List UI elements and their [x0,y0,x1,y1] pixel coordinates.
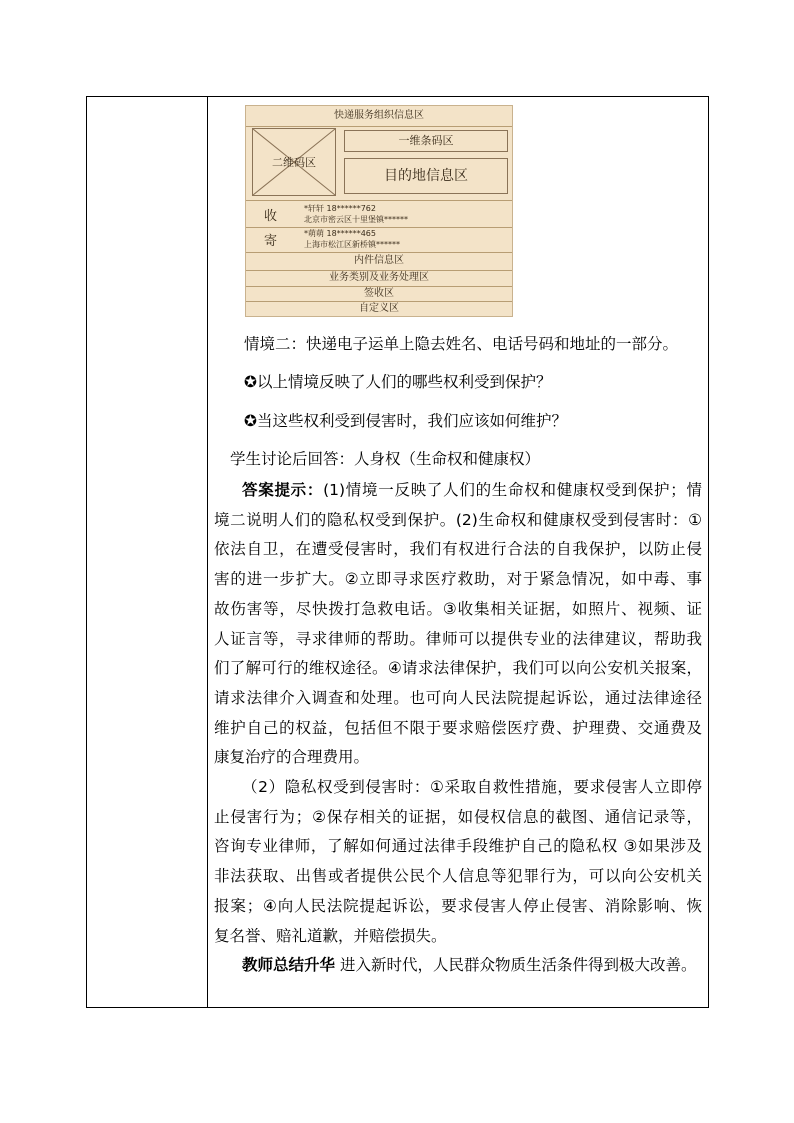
answer-hint [214,476,702,773]
privacy-paragraph [214,773,702,951]
qr-code-area [252,128,336,196]
sender-line2: 上海市松江区新桥镇****** [304,240,400,249]
teacher-summary-text: 进入新时代，人民群众物质生活条件得到极大改善。 [335,956,697,974]
answer-line: 康复治疗的合理费用。 [214,748,370,767]
privacy-line: 止侵害行为；②保存相关的证据，如侵权信息的截图、通信记录等， [214,807,702,826]
answer-line: 人证言等，寻求律师的帮助。律师可以提供专业的法律建议，帮助我 [214,629,702,648]
answer-line: 依法自卫，在遭受侵害时，我们有权进行合法的自我保护，以防止侵 [214,540,702,559]
waybill-image [245,105,513,317]
column-divider [207,97,208,1007]
privacy-line: 复名誉、赔礼道歉，并赔偿损失。 [214,926,447,945]
answer-line: 答案提示：(1)情境一反映了人们的生命权和健康权受到保护；情 [242,481,702,499]
qr-label: 二维码区 [272,156,316,169]
teacher-summary-label: 教师总结升华 [242,956,336,974]
destination-area: 目的地信息区 [344,158,508,194]
answer-line: 境二说明人们的隐私权受到保护。(2)生命权和健康权受到侵害时：① [214,510,702,529]
waybill-row: 业务类别及业务处理区 [246,270,512,287]
privacy-line: 咨询专业律师，了解如何通过法律手段维护自己的隐私权 ③如果涉及 [214,837,702,856]
receiver-line1: *轩轩 18******762 [304,204,376,213]
sender-tag: 寄 [264,234,278,249]
waybill-header: 快递服务组织信息区 [246,106,512,127]
answer-line: 维护自己的权益，包括但不限于要求赔偿医疗费、护理费、交通费及 [214,718,702,737]
receiver-line2: 北京市密云区十里堡镇****** [304,215,408,224]
scenario-two: 情境二：快递电子运单上隐去姓名、电话号码和地址的一部分。 [244,335,679,353]
student-answer: 学生讨论后回答：人身权（生命权和健康权） [230,450,541,468]
question-two: ✪当这些权利受到侵害时，我们应该如何维护？ [244,412,567,430]
privacy-line: 报案；④向人民法院提起诉讼，要求侵害人停止侵害、消除影响、恢 [214,896,702,915]
summary-line [242,951,702,981]
sender-line1: *萌萌 18******465 [304,229,376,238]
privacy-line: （2）隐私权受到侵害时：①采取自救性措施，要求侵害人立即停 [242,778,702,796]
waybill-row: 自定义区 [359,303,399,314]
receiver-tag: 收 [264,209,278,224]
privacy-line: 非法获取、出售或者提供公民个人信息等犯罪行为，可以向公安机关 [214,867,702,886]
answer-line: 们了解可行的维权途径。④请求法律保护，我们可以向公安机关报案， [214,659,702,678]
waybill-row: 签收区 [246,286,512,302]
answer-line: 害的进一步扩大。②立即寻求医疗救助，对于紧急情况，如中毒、事 [214,570,702,589]
waybill-row: 内件信息区 [246,252,512,271]
sender-row [246,226,512,253]
question-one: ✪以上情境反映了人们的哪些权利受到保护？ [244,373,552,391]
teacher-summary [242,951,702,981]
answer-line: 故伤害等，尽快拨打急救电话。③收集相关证据，如照片、视频、证 [214,599,702,618]
barcode-area: 一维条码区 [344,130,508,152]
answer-line: 请求法律介入调查和处理。也可向人民法院提起诉讼，通过法律途径 [214,688,702,707]
receiver-row [246,200,512,228]
answer-hint-label: 答案提示： [242,481,324,499]
